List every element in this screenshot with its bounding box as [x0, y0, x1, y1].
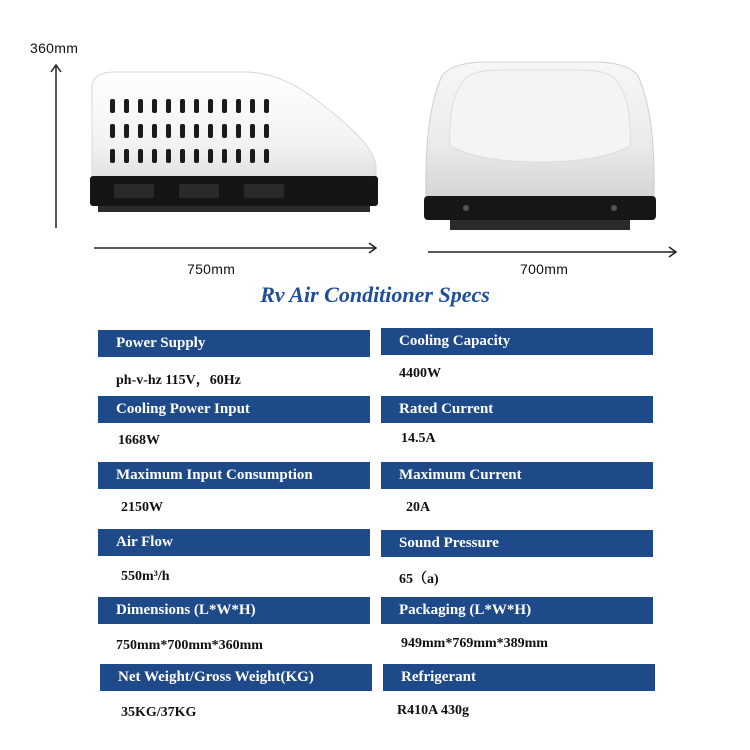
rated-current-value: 14.5A — [401, 431, 436, 446]
front-view-product-image — [420, 56, 660, 236]
height-arrow — [46, 62, 66, 232]
dimensions-value: 750mm*700mm*360mm — [116, 638, 263, 653]
refrigerant-value: R410A 430g — [397, 703, 469, 718]
power-supply-header: Power Supply — [98, 330, 370, 357]
cooling-power-input-header: Cooling Power Input — [98, 396, 370, 423]
length-arrow — [92, 241, 382, 255]
side-view-product-image — [84, 66, 384, 216]
max-input-consumption-header: Maximum Input Consumption — [98, 462, 370, 489]
width-arrow — [426, 245, 682, 259]
sound-pressure-value: 65（a) — [399, 572, 439, 587]
packaging-header: Packaging (L*W*H) — [381, 597, 653, 624]
cooling-power-input-value: 1668W — [118, 433, 160, 448]
cooling-capacity-header: Cooling Capacity — [381, 328, 653, 355]
packaging-value: 949mm*769mm*389mm — [401, 636, 548, 651]
power-supply-value: ph-v-hz 115V，60Hz — [116, 373, 241, 388]
dimensions-header: Dimensions (L*W*H) — [98, 597, 370, 624]
cooling-capacity-value: 4400W — [399, 366, 441, 381]
height-label: 360mm — [30, 40, 79, 56]
max-input-consumption-value: 2150W — [121, 500, 163, 515]
length-label: 750mm — [187, 261, 236, 277]
sound-pressure-header: Sound Pressure — [381, 530, 653, 557]
refrigerant-header: Refrigerant — [383, 664, 655, 691]
max-current-header: Maximum Current — [381, 462, 653, 489]
air-flow-header: Air Flow — [98, 529, 370, 556]
width-label: 700mm — [520, 261, 569, 277]
specs-title: Rv Air Conditioner Specs — [260, 282, 490, 307]
max-current-value: 20A — [406, 500, 431, 515]
net-gross-weight-value: 35KG/37KG — [121, 705, 197, 720]
rated-current-header: Rated Current — [381, 396, 653, 423]
net-gross-weight-header: Net Weight/Gross Weight(KG) — [100, 664, 372, 691]
air-flow-value: 550m³/h — [121, 569, 170, 584]
